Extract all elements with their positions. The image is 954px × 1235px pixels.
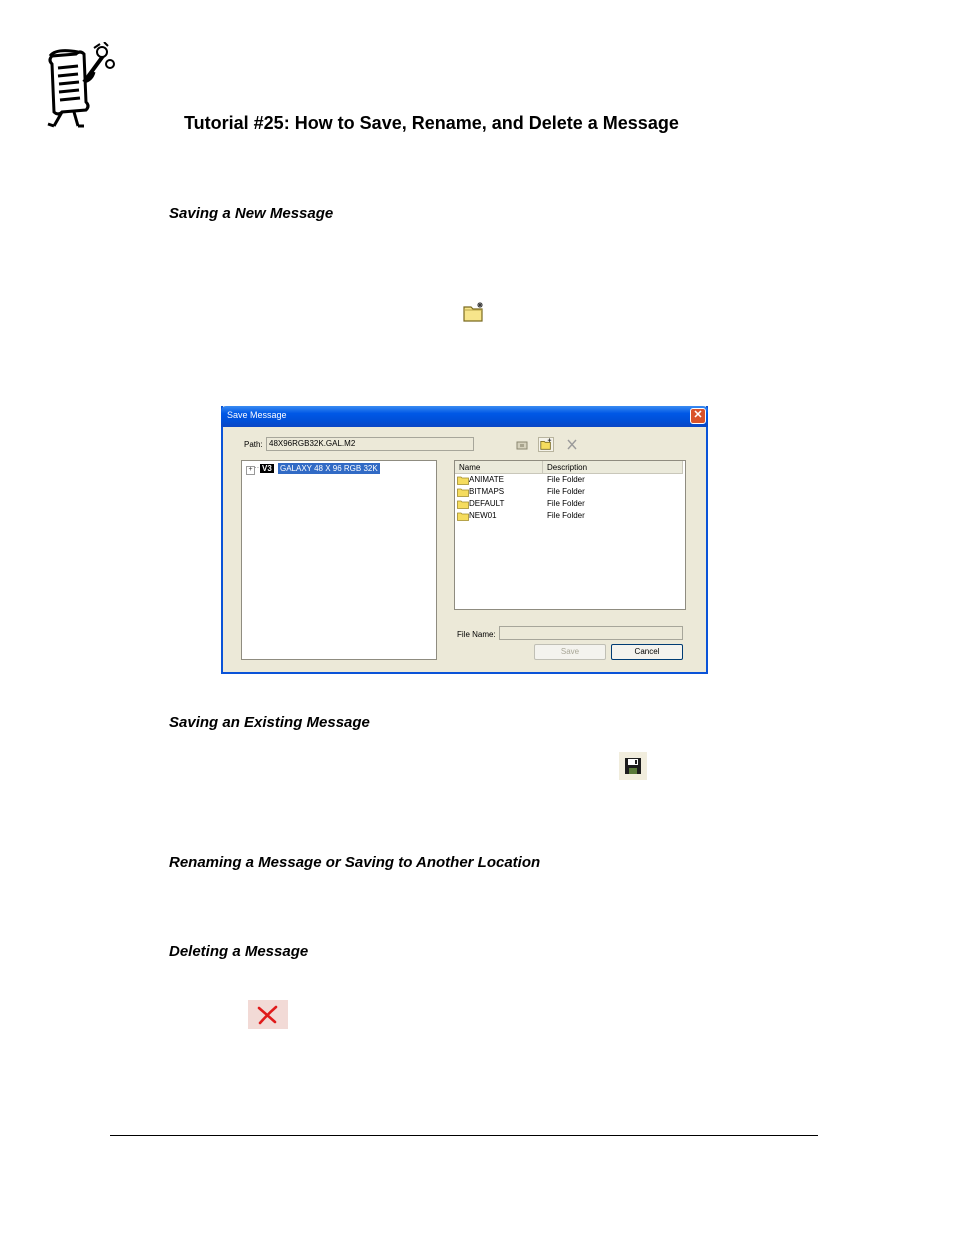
file-list[interactable] (454, 460, 686, 610)
section-heading-saving-existing: Saving an Existing Message (169, 714, 370, 731)
list-item[interactable] (455, 510, 683, 522)
folder-icon (457, 488, 469, 497)
tree-badge: V3 (262, 464, 272, 473)
floppy-disk-icon (619, 752, 647, 780)
list-item-name: ANIMATE (469, 475, 504, 484)
section-heading-deleting: Deleting a Message (169, 943, 309, 960)
red-x-delete-icon (248, 1000, 288, 1029)
folder-tree[interactable] (241, 460, 437, 660)
new-folder-toolbar-icon[interactable] (538, 437, 554, 452)
list-header (455, 461, 683, 474)
list-item-description: File Folder (547, 475, 585, 484)
tutorial-logo-icon (44, 42, 118, 128)
tree-expander[interactable]: + (246, 466, 255, 475)
list-item[interactable] (455, 498, 683, 510)
footer-rule (110, 1135, 818, 1136)
list-item[interactable] (455, 474, 683, 486)
list-item[interactable] (455, 486, 683, 498)
dialog-title-bar[interactable] (221, 406, 708, 427)
folder-icon (457, 500, 469, 509)
section-heading-saving-new: Saving a New Message (169, 205, 334, 222)
dialog-title: Save Message (227, 410, 287, 420)
section-heading-renaming: Renaming a Message or Saving to Another Location (169, 854, 541, 871)
folder-up-icon[interactable] (514, 437, 530, 452)
list-item-name: BITMAPS (469, 487, 505, 496)
new-folder-icon (462, 301, 486, 323)
list-item-description: File Folder (547, 487, 585, 496)
folder-icon (457, 512, 469, 521)
list-item-description: File Folder (547, 499, 585, 508)
tree-root-item[interactable]: GALAXY 48 X 96 RGB 32K (280, 464, 378, 473)
page-title: Tutorial #25: How to Save, Rename, and Delete a Message (184, 113, 679, 133)
delete-toolbar-icon[interactable] (564, 437, 580, 452)
cancel-button[interactable]: Cancel (611, 644, 683, 660)
folder-icon (457, 476, 469, 485)
list-item-description: File Folder (547, 511, 585, 520)
dialog-close-button[interactable]: ✕ (690, 408, 706, 424)
column-header-description[interactable]: Description (543, 461, 683, 473)
list-item-name: NEW01 (469, 511, 497, 520)
tree-connector: ·· (254, 463, 260, 472)
save-button[interactable]: Save (534, 644, 606, 660)
column-header-name[interactable]: Name (455, 461, 543, 473)
file-name-input[interactable] (499, 626, 683, 640)
file-name-label: File Name: (457, 630, 496, 639)
path-field[interactable]: 48X96RGB32K.GAL.M2 (266, 437, 474, 451)
list-item-name: DEFAULT (469, 499, 505, 508)
path-label: Path: (244, 440, 263, 449)
save-message-dialog (221, 406, 708, 674)
